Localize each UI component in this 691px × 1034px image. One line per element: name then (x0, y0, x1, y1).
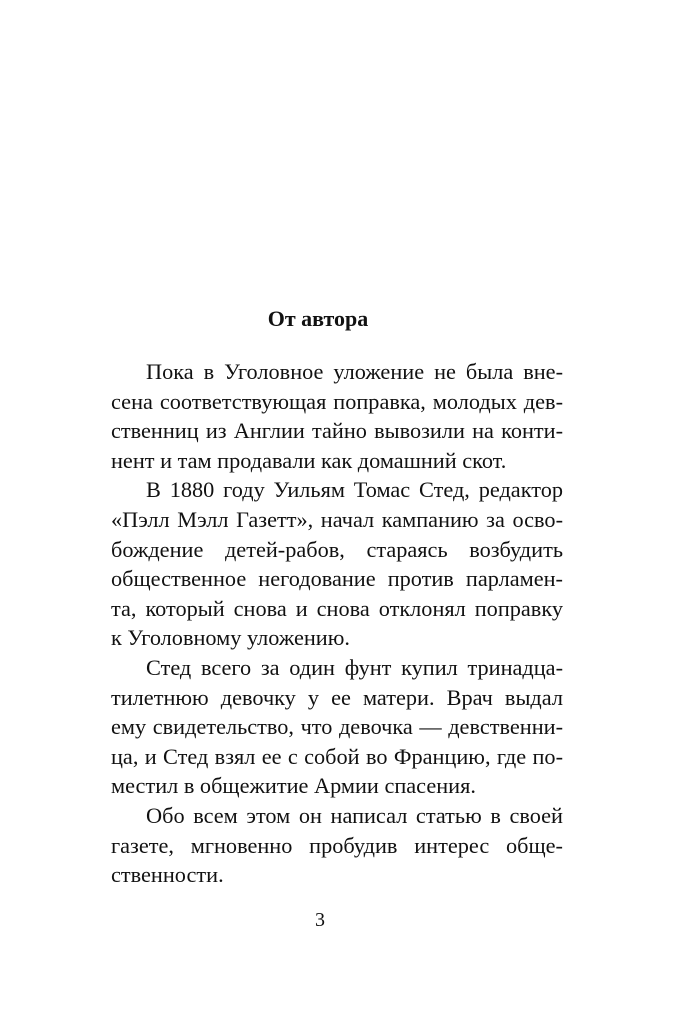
text-line: Стед всего за один фунт купил тринадца- (146, 654, 563, 680)
text-line: газете, мгновенно пробудив интерес обще- (111, 832, 563, 858)
paragraph (111, 357, 563, 475)
text-line: сена соответствующая поправка, молодых дев- (111, 388, 563, 414)
text-line: Обо всем этом он написал статью в своей (146, 802, 563, 828)
text-line: та, который снова и снова отклонял поправку (111, 595, 563, 621)
text-line: В 1880 году Уильям Томас Стед, редактор (146, 477, 563, 503)
text-line: ему свидетельство, что девочка — девственни- (111, 714, 563, 740)
text-line: тилетнюю девочку у ее матери. Врач выдал (111, 684, 563, 710)
text-line: нент и там продавали как домашний скот. (111, 447, 507, 473)
text-line: Пока в Уголовное уложение не была вне- (146, 359, 563, 384)
paragraph (111, 801, 563, 890)
chapter-title: От автора (267, 306, 369, 331)
text-line: бождение детей-рабов, стараясь возбудить (111, 536, 563, 562)
text-line: общественное негодование против парламен- (111, 566, 563, 592)
text-line: местил в общежитие Армии спасения. (111, 773, 476, 799)
text-line: ственности. (111, 862, 224, 888)
body-text (111, 357, 563, 890)
text-line: «Пэлл Мэлл Газетт», начал кампанию за осво- (111, 506, 563, 532)
text-line: ственниц из Англии тайно вывозили на конти- (111, 418, 563, 444)
text-line: к Уголовному уложению. (111, 625, 350, 651)
paragraph (111, 653, 563, 801)
page-number: 3 (315, 909, 325, 931)
text-line: ца, и Стед взял ее с собой во Францию, где по- (111, 743, 563, 769)
paragraph (111, 475, 563, 653)
